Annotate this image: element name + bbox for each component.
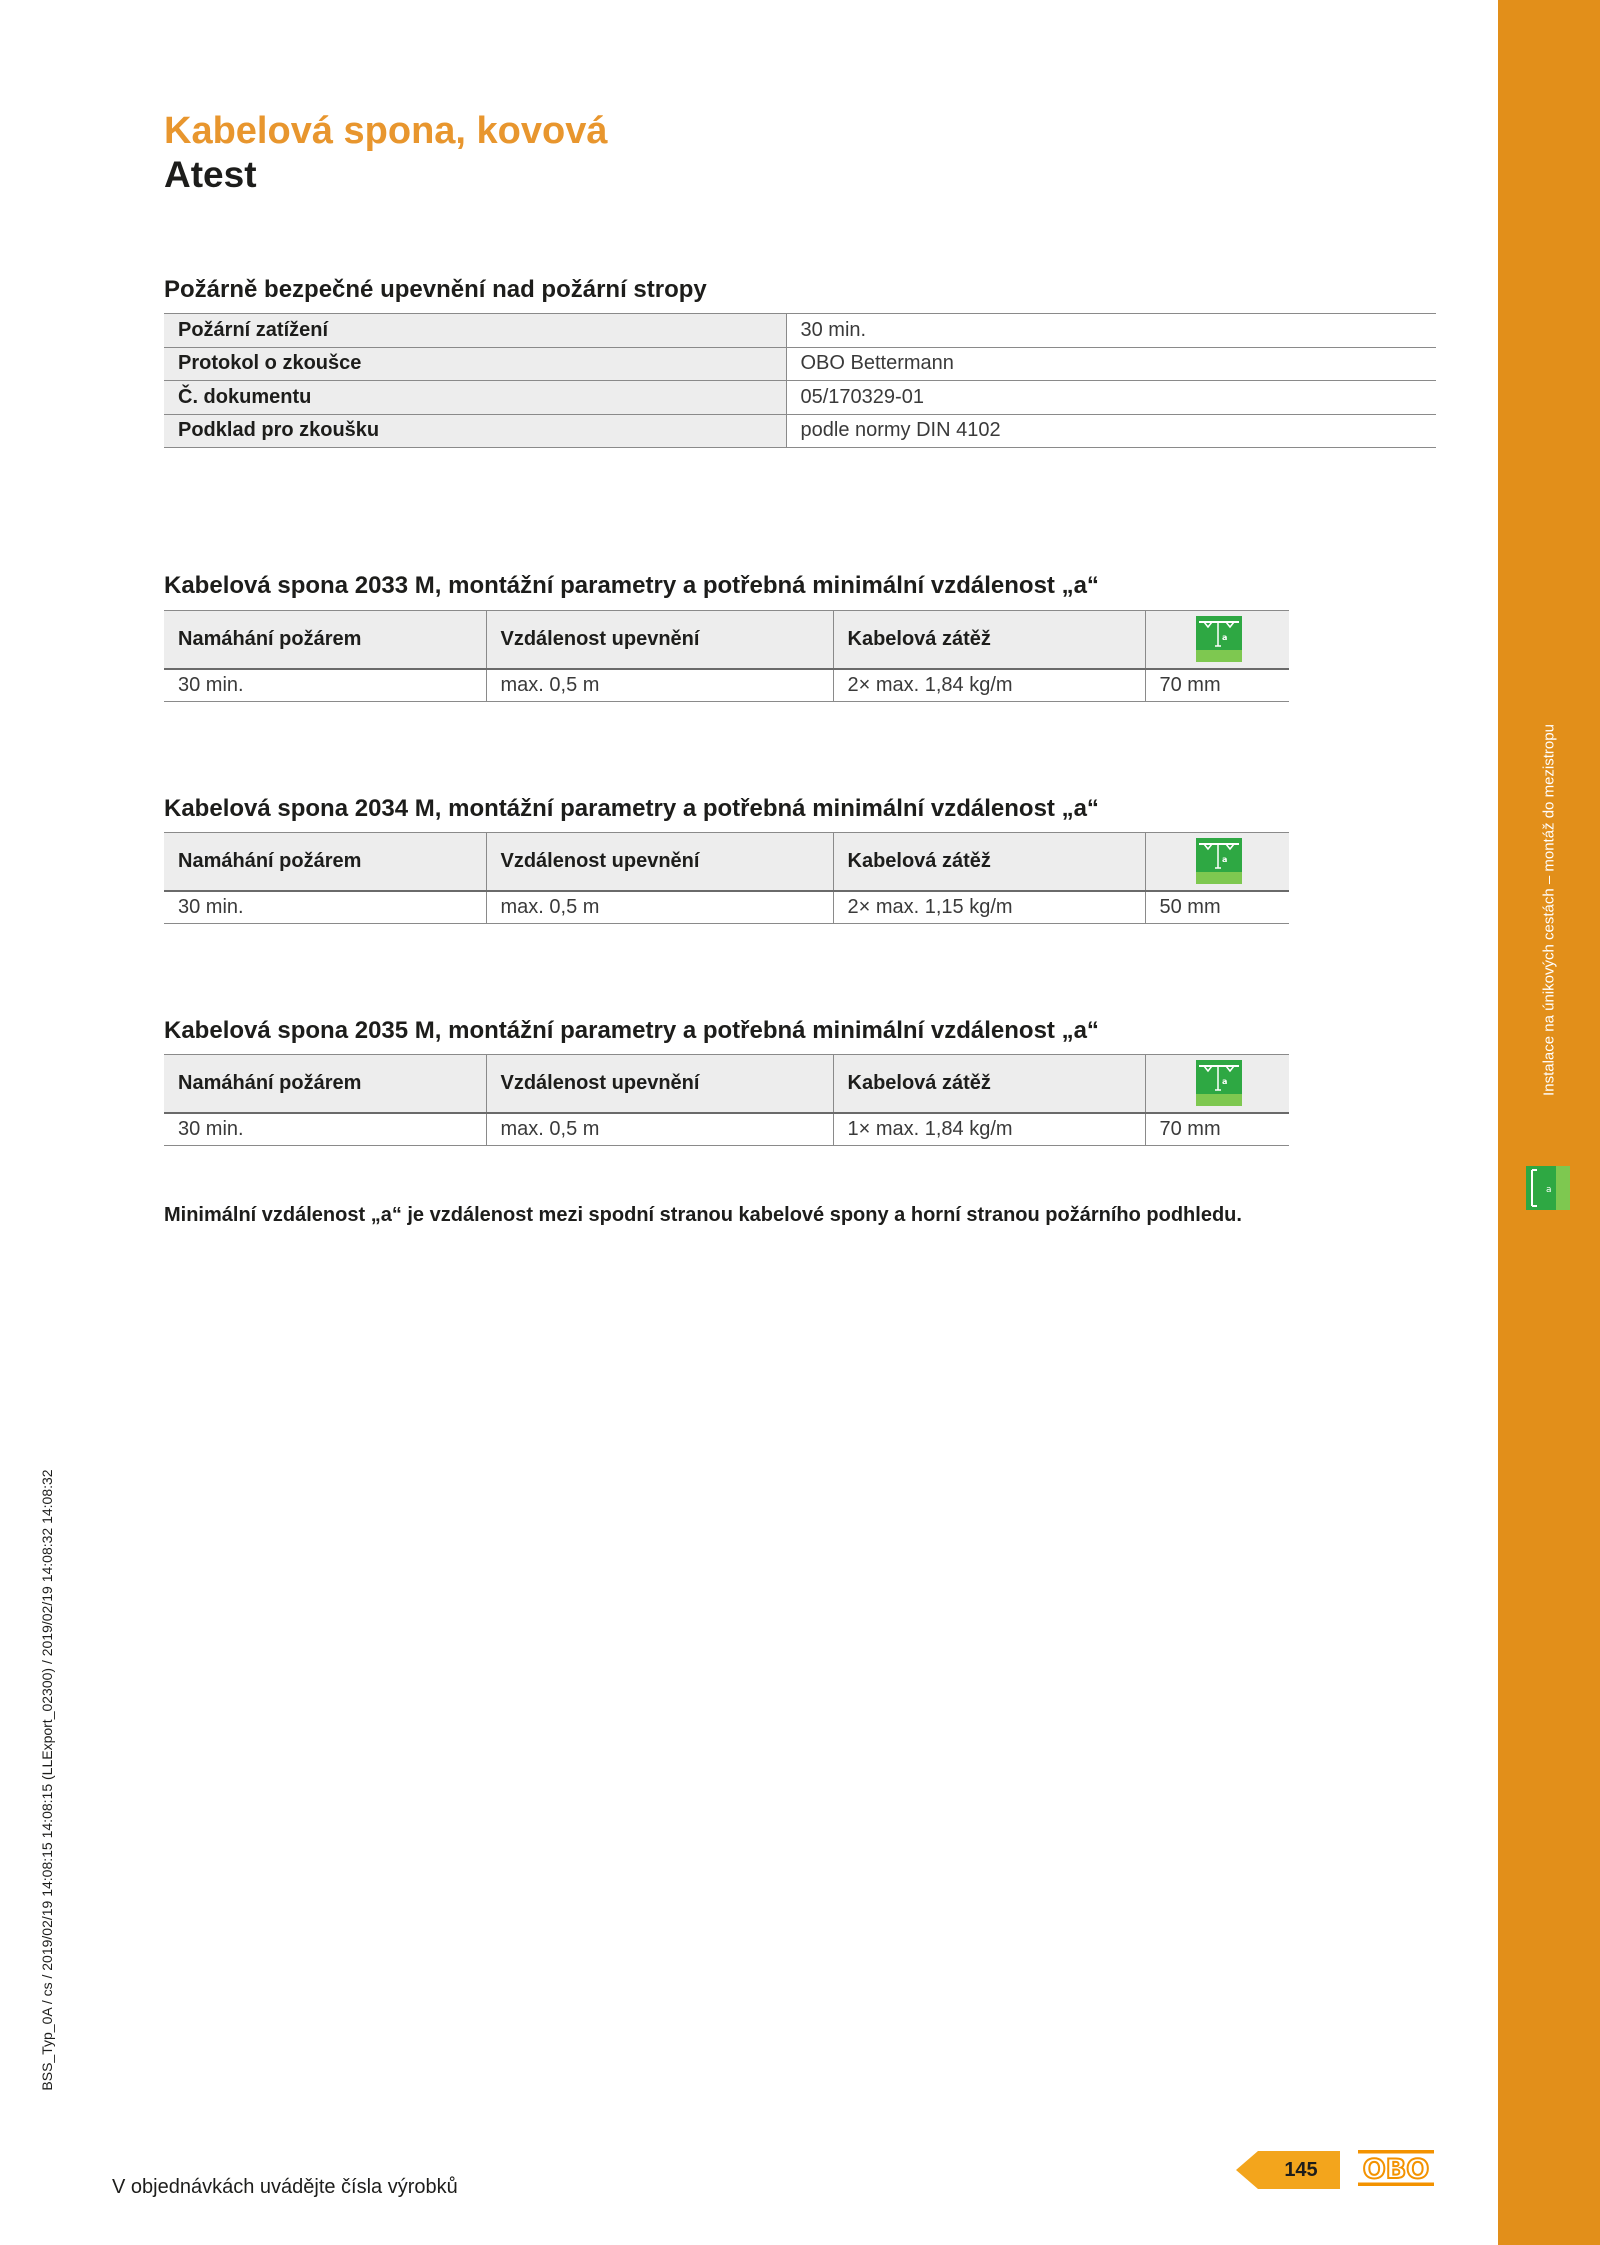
table-row	[164, 381, 1436, 415]
fire-section-heading: Požárně bezpečné upevnění nad požární stropy	[164, 276, 707, 303]
table-header-row	[164, 833, 1289, 891]
table-row	[164, 347, 1436, 381]
svg-text:a: a	[1546, 1185, 1552, 1195]
info-value: 05/170329-01	[786, 381, 1436, 415]
col-header: Vzdálenost upevnění	[486, 833, 833, 891]
table-row	[164, 891, 1289, 924]
distance-note: Minimální vzdálenost „a“ je vzdálenost mezi spodní stranou kabelové spony a horní stranou požárního podhledu.	[164, 1204, 1242, 1226]
col-header: Namáhání požárem	[164, 611, 486, 669]
info-label: Požární zatížení	[164, 314, 786, 348]
cell-spacing: max. 0,5 m	[486, 891, 833, 924]
info-value: 30 min.	[786, 314, 1436, 348]
spec-table-2035	[164, 1054, 1289, 1146]
side-bar	[1498, 0, 1600, 2245]
table-row	[164, 414, 1436, 448]
info-value: podle normy DIN 4102	[786, 414, 1436, 448]
cell-min-distance: 70 mm	[1145, 1113, 1289, 1146]
page-title: Kabelová spona, kovová	[164, 110, 608, 152]
info-label: Č. dokumentu	[164, 381, 786, 415]
col-header: Namáhání požárem	[164, 833, 486, 891]
table-row	[164, 669, 1289, 702]
obo-logo	[1358, 2150, 1434, 2186]
cell-spacing: max. 0,5 m	[486, 1113, 833, 1146]
col-header: Kabelová zátěž	[833, 833, 1145, 891]
col-header: Vzdálenost upevnění	[486, 611, 833, 669]
cell-min-distance: 70 mm	[1145, 669, 1289, 702]
svg-text:a: a	[1221, 855, 1227, 865]
ceiling-clearance-icon	[1196, 838, 1242, 884]
table-header-row	[164, 1055, 1289, 1113]
print-info: BSS_Typ_0A / cs / 2019/02/19 14:08:15 14:08:15 (LLExport_02300) / 2019/02/19 14:08:32 14:08:32	[39, 1469, 55, 2091]
cell-spacing: max. 0,5 m	[486, 669, 833, 702]
page-subtitle: Atest	[164, 154, 257, 195]
logo-text: OBO	[1362, 2154, 1430, 2185]
ceiling-clearance-icon	[1196, 1060, 1242, 1106]
table-row	[164, 1113, 1289, 1146]
table-header-row	[164, 611, 1289, 669]
ceiling-clearance-icon	[1196, 616, 1242, 662]
cell-fire-load: 30 min.	[164, 1113, 486, 1146]
cell-cable-load: 2× max. 1,84 kg/m	[833, 669, 1145, 702]
side-label: Instalace na únikových cestách – montáž do mezistropu	[1540, 724, 1558, 1096]
col-header-icon	[1145, 611, 1289, 669]
spec-table-2034	[164, 832, 1289, 924]
fire-info-table	[164, 313, 1436, 448]
col-header-icon	[1145, 833, 1289, 891]
page-number: 145	[1284, 2159, 1318, 2181]
info-label: Podklad pro zkoušku	[164, 414, 786, 448]
col-header: Namáhání požárem	[164, 1055, 486, 1113]
col-header-icon	[1145, 1055, 1289, 1113]
col-header: Vzdálenost upevnění	[486, 1055, 833, 1113]
spec-heading-2034: Kabelová spona 2034 M, montážní parametry a potřebná minimální vzdálenost „a“	[164, 795, 1099, 822]
col-header: Kabelová zátěž	[833, 611, 1145, 669]
spec-table-2033	[164, 610, 1289, 702]
spec-heading-2033: Kabelová spona 2033 M, montážní parametry a potřebná minimální vzdálenost „a“	[164, 572, 1099, 599]
table-row	[164, 314, 1436, 348]
col-header: Kabelová zátěž	[833, 1055, 1145, 1113]
info-value: OBO Bettermann	[786, 347, 1436, 381]
cell-cable-load: 2× max. 1,15 kg/m	[833, 891, 1145, 924]
cell-cable-load: 1× max. 1,84 kg/m	[833, 1113, 1145, 1146]
svg-text:a: a	[1221, 1077, 1227, 1087]
footer-text: V objednávkách uvádějte čísla výrobků	[112, 2176, 458, 2198]
ceiling-clearance-side-icon	[1526, 1166, 1570, 1210]
cell-fire-load: 30 min.	[164, 669, 486, 702]
cell-fire-load: 30 min.	[164, 891, 486, 924]
info-label: Protokol o zkoušce	[164, 347, 786, 381]
cell-min-distance: 50 mm	[1145, 891, 1289, 924]
svg-text:a: a	[1221, 633, 1227, 643]
spec-heading-2035: Kabelová spona 2035 M, montážní parametry a potřebná minimální vzdálenost „a“	[164, 1017, 1099, 1044]
